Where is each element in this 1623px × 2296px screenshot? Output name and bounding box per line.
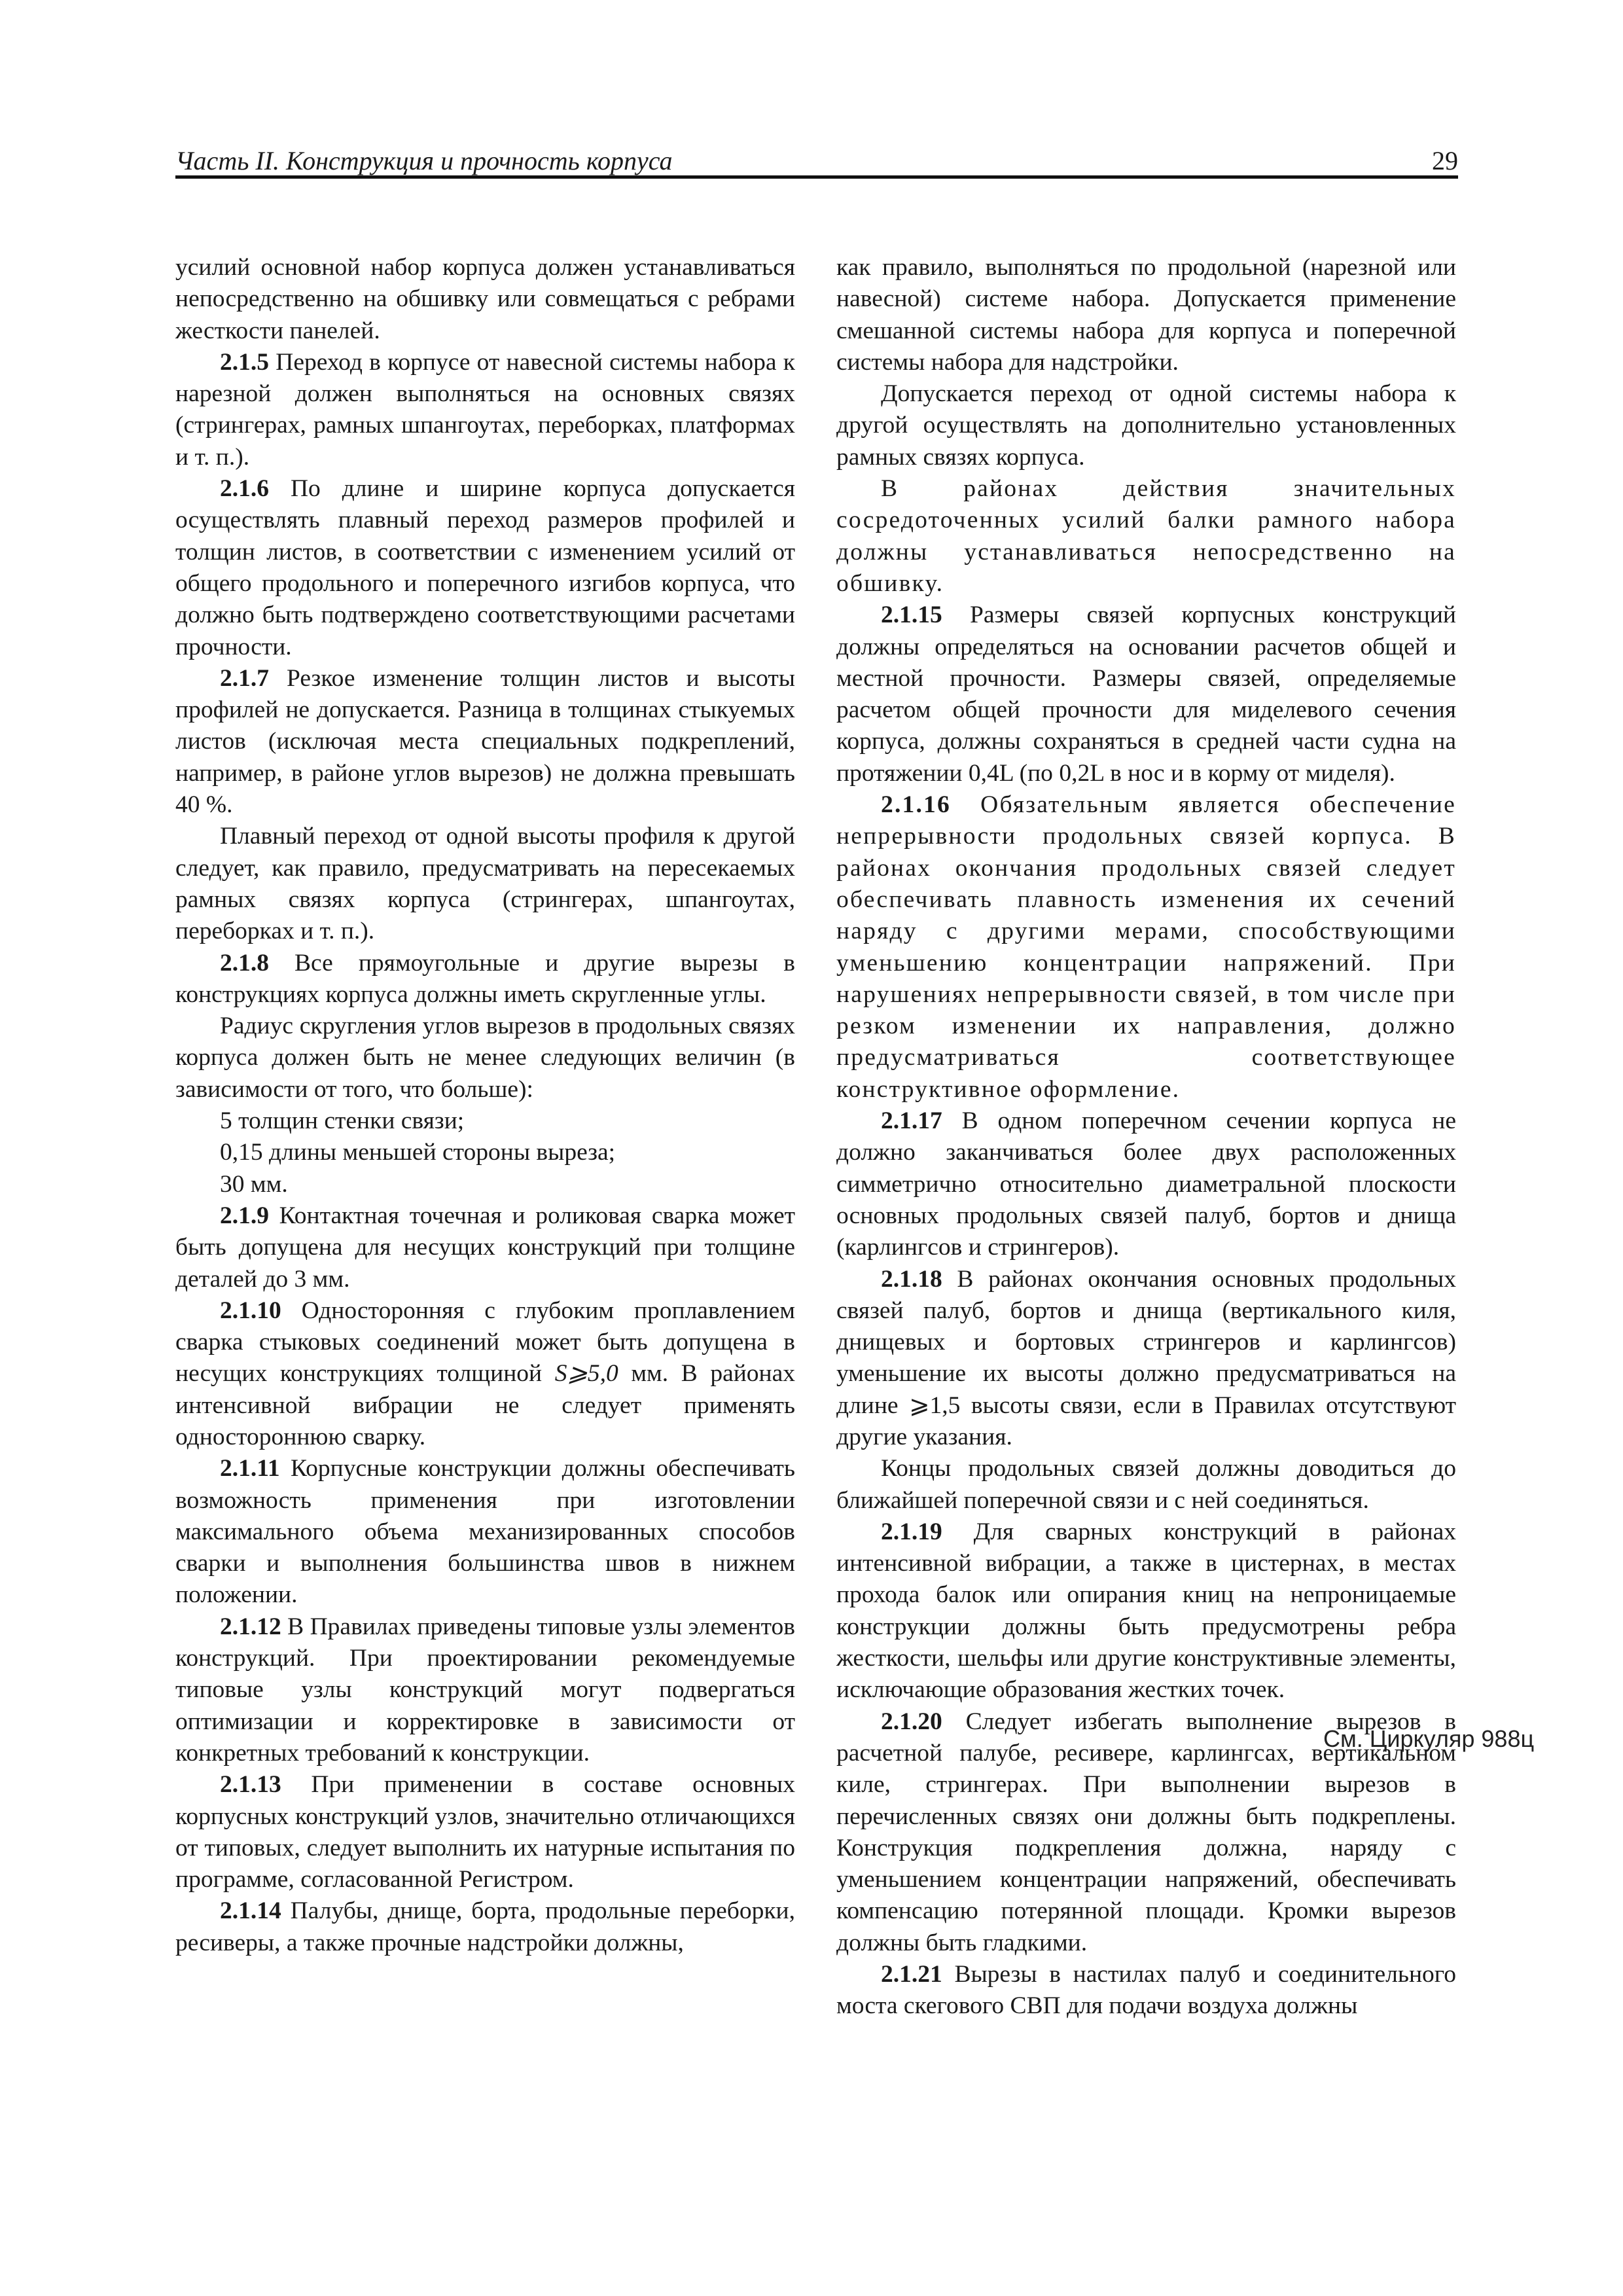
clause-number: 2.1.11	[220, 1455, 280, 1482]
paragraph-2-1-14: 2.1.14 Палубы, днище, борта, продольные переборки, ресиверы, а также прочные надстройки должны,	[175, 1897, 795, 1956]
list-item: 30 мм.	[220, 1170, 288, 1198]
paragraph-2-1-6: 2.1.6 По длине и ширине корпуса допускается осуществлять плавный переход размеров профилей и толщин листов, в соответствии с изменением усилий от общего продольного и поперечного изгибов корпуса, что должно быть подтверждено соответствующими расчетами прочности.	[175, 475, 795, 660]
formula: 0,4L	[968, 759, 1014, 787]
paragraph-2-1-5: 2.1.5 Переход в корпусе от навесной системы набора к нарезной должен выполняться на основных связях (стрингерах, рамных шпангоутах, переборках, платформах и т. п.).	[175, 348, 795, 471]
paragraph: усилий основной набор корпуса должен устанавливаться непосредственно на обшивку или совмещаться с ребрами жесткости панелей.	[175, 254, 795, 344]
paragraph-2-1-10: 2.1.10 Односторонняя с глубоким проплавлением сварка стыковых соединений может быть допущена в несущих конструкциях толщиной S⩾5,0 мм. В районах интенсивной вибрации не следует применять одностороннюю сварку.	[175, 1297, 796, 1450]
clause-number: 2.1.5	[220, 348, 269, 376]
paragraph-2-1-19: 2.1.19 Для сварных конструкций в районах интенсивной вибрации, а также в цистернах, в местах прохода балок или опирания книц на непроницаемые конструкции должны быть предусмотрены ребра жесткости, шельфы или другие конструктивные элементы, исключающие образования жестких точек.	[836, 1518, 1457, 1704]
clause-number: 2.1.18	[881, 1265, 942, 1293]
paragraph: Допускается переход от одной системы набора к другой осуществлять на дополнительно установленных рамных связях корпуса.	[836, 380, 1456, 471]
right-column	[836, 252, 1456, 2022]
paragraph-2-1-7: 2.1.7 Резкое изменение толщин листов и высоты профилей не допускается. Разница в толщинах стыкуемых листов (исключая места специальных подкреплений, например, в районе углов вырезов) не должна превышать 40 %.	[175, 664, 795, 819]
paragraph-2-1-15: 2.1.15 Размеры связей корпусных конструкций должны определяться на основании расчетов общей и местной прочности. Размеры связей, определяемые расчетом общей прочности для миделевого сечения корпуса, должны сохраняться в средней части судна на протяжении 0,4L (по 0,2L в нос и в корму от миделя).	[836, 601, 1457, 787]
formula: 0,2L	[1059, 759, 1104, 787]
clause-number: 2.1.7	[220, 664, 269, 692]
clause-number: 2.1.13	[220, 1771, 281, 1799]
clause-number: 2.1.21	[881, 1961, 942, 1988]
paragraph-2-1-20: 2.1.20 Следует избегать выполнение вырезов в расчетной палубе, ресивере, карлингсах, вертикальном киле, стрингерах. При выполнении вырезов в перечисленных связях они должны быть подкреплены. Конструкция подкрепления должна, наряду с уменьшением концентрации напряжений, обеспечивать компенсацию потерянной площади. Кромки вырезов должны быть гладкими.	[836, 1708, 1457, 1956]
paragraph: Концы продольных связей должны доводиться до ближайшей поперечной связи и с ней соединяться.	[836, 1455, 1456, 1514]
clause-number: 2.1.6	[220, 475, 269, 503]
running-title: Часть II. Конструкция и прочность корпуса	[175, 146, 673, 175]
clause-number: 2.1.19	[881, 1518, 942, 1545]
clause-number: 2.1.8	[220, 949, 269, 977]
paragraph-2-1-17: 2.1.17 В одном поперечном сечении корпуса не должно заканчиваться более двух расположенных симметрично относительно диаметральной плоскости основных продольных связей палуб, бортов и днища (карлингсов и стрингеров).	[836, 1107, 1456, 1261]
paragraph-2-1-9: 2.1.9 Контактная точечная и роликовая сварка может быть допущена для несущих конструкций при толщине деталей до 3 мм.	[175, 1202, 795, 1293]
clause-number: 2.1.10	[220, 1297, 281, 1324]
formula: S⩾5,0	[554, 1360, 618, 1388]
clause-number: 2.1.20	[881, 1708, 942, 1735]
circular-reference-note: См. Циркуляр 988ц	[1323, 1725, 1535, 1752]
list-item: 5 толщин стенки связи;	[220, 1107, 465, 1135]
running-header	[175, 143, 1458, 179]
paragraph: В районах действия значительных сосредоточенных усилий балки рамного набора должны устанавливаться непосредственно на обшивку.	[836, 475, 1456, 597]
paragraph: Радиус скругления углов вырезов в продольных связях корпуса должен быть не менее следующих величин (в зависимости от того, что больше):	[175, 1013, 795, 1103]
left-column	[175, 252, 795, 1959]
clause-number: 2.1.14	[220, 1897, 281, 1925]
clause-number: 2.1.16	[881, 791, 951, 819]
paragraph-2-1-12: 2.1.12 В Правилах приведены типовые узлы элементов конструкций. При проектировании рекомендуемые типовые узлы конструкций могут подвергаться оптимизации и корректировке в зависимости от конкретных требований к конструкции.	[175, 1613, 795, 1767]
clause-number: 2.1.15	[881, 601, 942, 629]
paragraph-2-1-21: 2.1.21 Вырезы в настилах палуб и соединительного моста скегового СВП для подачи воздуха должны	[836, 1961, 1457, 2020]
paragraph-2-1-8: 2.1.8 Все прямоугольные и другие вырезы в конструкциях корпуса должны иметь скругленные углы.	[175, 949, 795, 1008]
paragraph-2-1-18: 2.1.18 В районах окончания основных продольных связей палуб, бортов и днища (вертикального киля, днищевых и бортовых стрингеров и карлингсов) уменьшение их высоты должно предусматриваться на длине ⩾1,5 высоты связи, если в Правилах отсутствуют другие указания.	[836, 1265, 1457, 1450]
paragraph-2-1-13: 2.1.13 При применении в составе основных корпусных конструкций узлов, значительно отличающихся от типовых, следует выполнить их натурные испытания по программе, согласованной Регистром.	[175, 1771, 796, 1893]
paragraph: как правило, выполняться по продольной (нарезной или навесной) системе набора. Допускается применение смешанной системы набора для корпуса и поперечной системы набора для надстройки.	[836, 254, 1456, 376]
paragraph: Плавный переход от одной высоты профиля к другой следует, как правило, предусматривать на пересекаемых рамных связях корпуса (стрингерах, шпангоутах, переборках и т. п.).	[175, 823, 795, 945]
paragraph-2-1-16: 2.1.16 Обязательным является обеспечение непрерывности продольных связей корпуса. В районах окончания продольных связей следует обеспечивать плавность изменения их сечений наряду с другими мерами, способствующими уменьшению концентрации напряжений. При нарушениях непрерывности связей, в том числе при резком изменении их направления, должно предусматриваться соответствующее конструктивное оформление.	[836, 791, 1456, 1103]
formula: ⩾1,5	[909, 1391, 961, 1419]
clause-number: 2.1.12	[220, 1613, 281, 1640]
header-rule	[175, 175, 1458, 179]
clause-number: 2.1.9	[220, 1202, 269, 1229]
list-item: 0,15 длины меньшей стороны выреза;	[220, 1139, 616, 1166]
clause-number: 2.1.17	[881, 1107, 942, 1135]
paragraph-2-1-11: 2.1.11 Корпусные конструкции должны обеспечивать возможность применения при изготовлении максимального объема механизированных способов сварки и выполнения большинства швов в нижнем положении.	[175, 1455, 795, 1609]
page-number: 29	[1432, 146, 1458, 175]
